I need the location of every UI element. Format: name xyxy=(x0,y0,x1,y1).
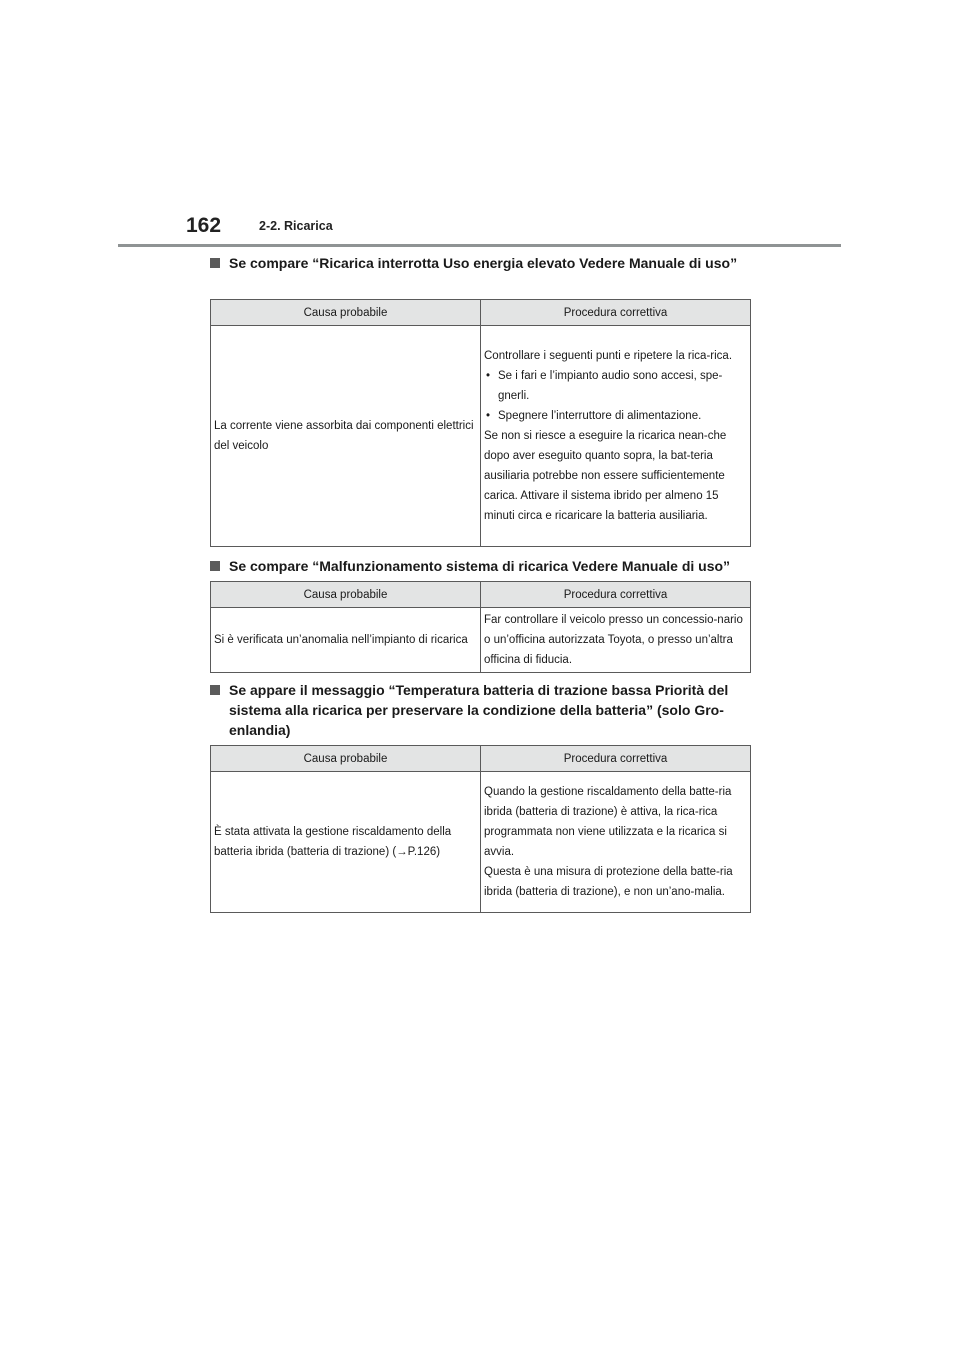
procedure-list xyxy=(484,366,747,426)
square-bullet-icon xyxy=(210,258,220,268)
procedure-intro: Controllare i seguenti punti e ripetere la rica-rica. xyxy=(484,350,733,362)
column-header-procedure: Procedura correttiva xyxy=(481,746,751,772)
column-header-cause: Causa probabile xyxy=(211,300,481,326)
cause-cell: Si è verificata un’anomalia nell’impianto di ricarica xyxy=(211,608,481,673)
section-heading-text: Se compare “Ricarica interrotta Uso energia elevato Vedere Manuale di uso” xyxy=(229,255,738,271)
cause-cell: La corrente viene assorbita dai componenti elettrici del veicolo xyxy=(211,326,481,547)
procedure-cell: Far controllare il veicolo presso un concessio-nario o un’officina autorizzata Toyota, o presso un’altra officina di fiducia. xyxy=(481,608,751,673)
procedure-paragraph-2: Questa è una misura di protezione della batte-ria ibrida (batteria di trazione), e non un’ano-malia. xyxy=(484,866,733,898)
troubleshooting-table-1 xyxy=(210,299,751,547)
list-item: • Se i fari e l’impianto audio sono accesi, spe-gnerli. xyxy=(484,366,747,406)
page-number: 162 xyxy=(186,214,222,237)
table-header-row xyxy=(211,746,751,772)
table-row xyxy=(211,326,751,547)
procedure-cell xyxy=(481,772,751,913)
square-bullet-icon xyxy=(210,561,220,571)
column-header-cause: Causa probabile xyxy=(211,582,481,608)
column-header-procedure: Procedura correttiva xyxy=(481,582,751,608)
section-heading-3 xyxy=(210,680,755,740)
square-bullet-icon xyxy=(210,685,220,695)
table-header-row xyxy=(211,300,751,326)
column-header-cause: Causa probabile xyxy=(211,746,481,772)
header-divider xyxy=(118,244,841,247)
procedure-paragraph-1: Quando la gestione riscaldamento della batte-ria ibrida (batteria di trazione) è attiva, la rica-rica programmata non viene utilizzata e la ricarica si avvia. xyxy=(484,786,732,858)
table-row xyxy=(211,772,751,913)
table-header-row xyxy=(211,582,751,608)
list-item: • Spegnere l’interruttore di alimentazione. xyxy=(484,406,747,426)
cause-cell: È stata attivata la gestione riscaldamento della batteria ibrida (batteria di trazione) (→P.126) xyxy=(211,772,481,913)
procedure-cell xyxy=(481,326,751,547)
section-heading-text: Se compare “Malfunzionamento sistema di ricarica Vedere Manuale di uso” xyxy=(229,558,731,574)
section-heading-2 xyxy=(210,556,755,576)
section-heading-1 xyxy=(210,253,755,273)
section-title: 2-2. Ricarica xyxy=(259,219,333,233)
troubleshooting-table-3 xyxy=(210,745,751,913)
column-header-procedure: Procedura correttiva xyxy=(481,300,751,326)
troubleshooting-table-2 xyxy=(210,581,751,673)
section-heading-text: Se appare il messaggio “Temperatura batteria di trazione bassa Priorità del sistema alla ricarica per preservare la condizione della batteria” (solo Gro-enlandia) xyxy=(229,682,729,738)
table-row xyxy=(211,608,751,673)
procedure-outro: Se non si riesce a eseguire la ricarica nean-che dopo aver eseguito quanto sopra, la bat-teria ausiliaria potrebbe non essere sufficientemente carica. Attivare il sistema ibrido per almeno 15 minuti circa e ricaricare la batteria ausiliaria. xyxy=(484,430,727,522)
